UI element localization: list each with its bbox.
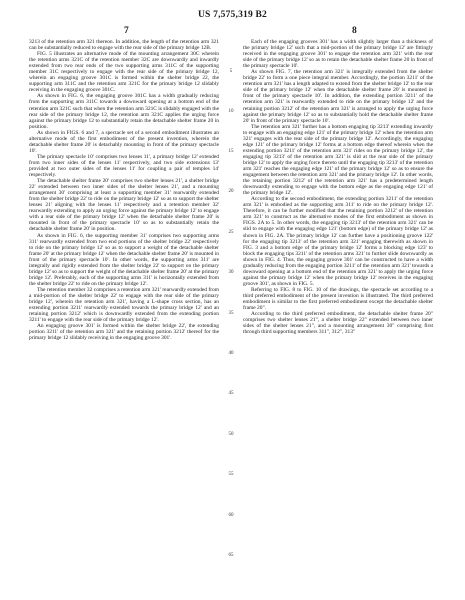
paragraph: The detachable shelter frame 20' comprises two shelter lenses 21', a shelter bridge 22' extended between two inner sides of the shelter lenses 21', and a mounting arrangement 30' comprising at least a supporting member 31' rearwardly extended from the shelter bridge 22' to ride on the primary bridge 12' so as to support the shelter lenses 21' aligning with the lenses 11' respectively and a retention member 32' rearwardly extending to apply an urging force against the primary bridge 12' to engage with a rear side of the primary bridge 12' when the detachable shelter frame 20' is mounted in front of the primary spectacle 10' so as to substantially retain the detachable shelter frame 20' in position. — [29, 178, 219, 233]
line-number: 20 — [228, 189, 234, 194]
line-number: 45 — [228, 391, 234, 396]
paragraph: According to the third preferred embodiment, the detachable shelter frame 20" comprises two shelter lenses 21", a shelter bridge 22" extended between two inner sides of the shelter lenses 21", and a mounting arrangement 30" comprising first through third supporting members 311", 312", 313" — [243, 311, 433, 336]
line-number: 35 — [228, 311, 234, 316]
line-number: 50 — [228, 432, 234, 437]
right-text-column — [243, 39, 433, 591]
line-number-gutter — [223, 39, 239, 591]
line-number: 25 — [228, 230, 234, 235]
paragraph: The primary spectacle 10' comprises two lenses 11', a primary bridge 12' extended from two inner sides of the lenses 11' respectively, and two side extensions 13' provided at two outer sides of the lenses 11' for coupling a pair of temples 14' respectively. — [29, 153, 219, 179]
paragraph: As shown in FIG. 6, the engaging groove 301C has a width gradually reducing from the supporting arm 311C towards a downward opening at a bottom end of the retention arm 321C such that when the retention arm 321C is slidably engaged with the rear side of the primary bridge 12, the retention arm 321C applies the urging force against the primary bridge 12 to substantially retain the detachable shelter frame 20 in position. — [29, 93, 219, 130]
paragraph: As shown in FIGS. 6 and 7, a spectacle set of a second embodiment illustrates an alternative mode of the first embodiment of the present invention, wherein the detachable shelter frame 20' is detachably mounting in front of the primary spectacle 10'. — [29, 129, 219, 154]
line-number: 15 — [228, 149, 234, 154]
paragraph: Each of the engaging grooves 301' has a width slightly larger than a thickness of the primary bridge 12' such that a mid-portion of the primary bridge 12' are fittingly received in the engaging groove 301' to engage the retention arm 321' with the rear side of the primary bridge 12' so as to retain the detachable shelter frame 20 in front of the primary spectacle 10'. — [243, 39, 433, 70]
patent-number-header: US 7,575,319 B2 — [198, 10, 267, 20]
line-number: 40 — [228, 351, 234, 356]
page-number-right: 8 — [352, 26, 357, 36]
paragraph: Referring to FIG. 8 to FIG. 10 of the drawings, the spectacle set according to a third preferred embodiment of the present invention is illustrated. The third preferred embodiment is similar to the first preferred embodiment except the detachable shelter frame 20". — [243, 286, 433, 312]
paragraph: As shown FIG. 7, the retention arm 321' is integrally extended from the shelter bridge 22' to form a one piece integral member. Accordingly, the portion 3211' of the retention arm 321' has a length adapted to extend from the shelter bridge 12' to the rear side of the primary bridge 12' when the detachable shelter frame 20' is mounted in front of the primary spectacle 10'. In addition, the extending portion 3211' of the retention arm 321' is rearwardly extended to ride on the primary bridge 12' and the retaining portion 3212' of the retention arm 321' is arranged to apply the urging force against the primary bridge 12' so as to substantially hold the detachable shelter frame 20' in front of the primary spectacle 10'. — [243, 69, 433, 124]
paragraph: The retention member 32 comprises a retention arm 321' rearwardly extended from a mid-portion of the shelter bridge 22' to engage with the rear side of the primary bridge 12', wherein the retention arm 321', having a L-shape cross section, has an extending portion 3211' rearwardly extended towards the primary bridge 12' and an retaining portion 3212' which is downwardly extended from the extending portion 3211' to engage with the rear side of the primary bridge 12'. — [29, 286, 219, 324]
paragraph: As shown in FIG. 6, the supporting member 31' comprises two supporting arms 311' rearwardly extended from two end portions of the shelter bridge 22' respectively to ride on the primary bridge 12' so as to support a weight of the detachable shelter frame 20' at the primary bridge 12' when the detachable shelter frame 20' is mounted in front of the primary spectacle 10'. In other words, the supporting arms 311' are integrally and rigidly extended from the shelter bridge 22' to support on the primary bridge 12' so as to support the weight of the detachable shelter frame 20' at the primary bridge 12'. Preferably, each of the supporting arms 311' is horizontally extended from the shelter bridge 22' to ride on the primary bridge 12'. — [29, 232, 219, 287]
paragraph: The retention arm 321' further has a bottom engaging tip 3213' extending inwardly to engage with an engaging edge 121' of the primary bridge 12' when the retention arm 321' engages with the rear side of the primary bridge 12'. Accordingly, the engaging edge 121' of the primary bridge 12' forms at a bottom edge thereof wherein when the extending portion 3211' of the retention arm 321' rides on the primary bridge 12', the engaging tip 3213' of the retention arm 321' is slid at the rear side of the primary bridge 12' to apply the urging force thereto until the engaging tip 3213' of the retention arm 321' reaches the engaging edge 121' of the primary bridge 12' so as to ensure the engagement between the retention arm 321' and the primary bridge 12'. In other words, the retaining portion 3212' of the retention arm 321' has a predetermined length downwardly extending to engage with the bottom edge as the engaging edge 121' of the primary bridge 12'. — [243, 123, 433, 197]
paragraph: According to the second embodiment, the extending portion 3211' of the retention arm 321' is embodied as the supporting arm 311' to ride on the primary bridge 12'. Therefore, it can be further modified that the retaining portion 3212' of the retention arm 321' to construct as the alternative modes of the first embodiment as shown in FIGS. 2A to 5. In other words, the engaging tip 3213' of the retention arm 321' can be slid to engage with the engaging edge 121' (bottom edge) of the primary bridge 12' as shown in FIG. 2A. The primary bridge 12' can further have a positioning groove 122' for the engaging tip 3213' of the retention arm 321' engaging therewith as shown in FIG. 3 and a bottom edge of the primary bridge 12' forms a blocking edge 123' to block the engaging tips 3211' of the retention arms 321' to further slide downwardly as shown in FIG. 4. Thus, the engaging groove 301' can be constructed to have a width gradually reducing from the engaging portion 3211' of the retention arm 321' towards a downward opening at a bottom end of the retention arm 321' to apply the urging force against the primary bridge 12' when the primary bridge 12' receives in the engaging groove 301', as shown in FIG. 5. — [243, 196, 433, 287]
line-number: 5 — [229, 69, 233, 74]
line-number: 65 — [228, 553, 234, 558]
paragraph: An engaging groove 301' is formed within the shelter bridge 22', the extending portion 3211' of the retention arm 321' and the retaining portion 3212' thereof for the primary bridge 12 slidably receiving in the engaging groove 301'. — [29, 323, 219, 342]
page-number-left: 7 — [124, 26, 129, 36]
left-text-column — [29, 39, 219, 591]
line-number: 30 — [228, 270, 234, 275]
line-number: 55 — [228, 472, 234, 477]
line-number: 10 — [228, 109, 234, 114]
paragraph: 3213 of the retention arm 321 thereon. In addition, the length of the retention arm 321 can be substantially reduced to engage with the rear side of the primary bridge 12B. — [29, 39, 219, 52]
paragraph: FIG. 5 illustrates an alternative mode of the mounting arrangement 30C wherein the retention arms 321C of the retention member 32C are downwardly and inwardly extended from two rear ends of the two supporting arms 311C of the supporting member 31C respectively to engage with the rear side of the primary bridge 12, wherein an engaging groove 301C is formed within the shelter bridge 22, the supporting arm 311C and the retention arm 321C for the primary bridge 12 slidably receiving in the engaging groove 301C. — [29, 51, 219, 94]
line-number: 60 — [228, 513, 234, 518]
